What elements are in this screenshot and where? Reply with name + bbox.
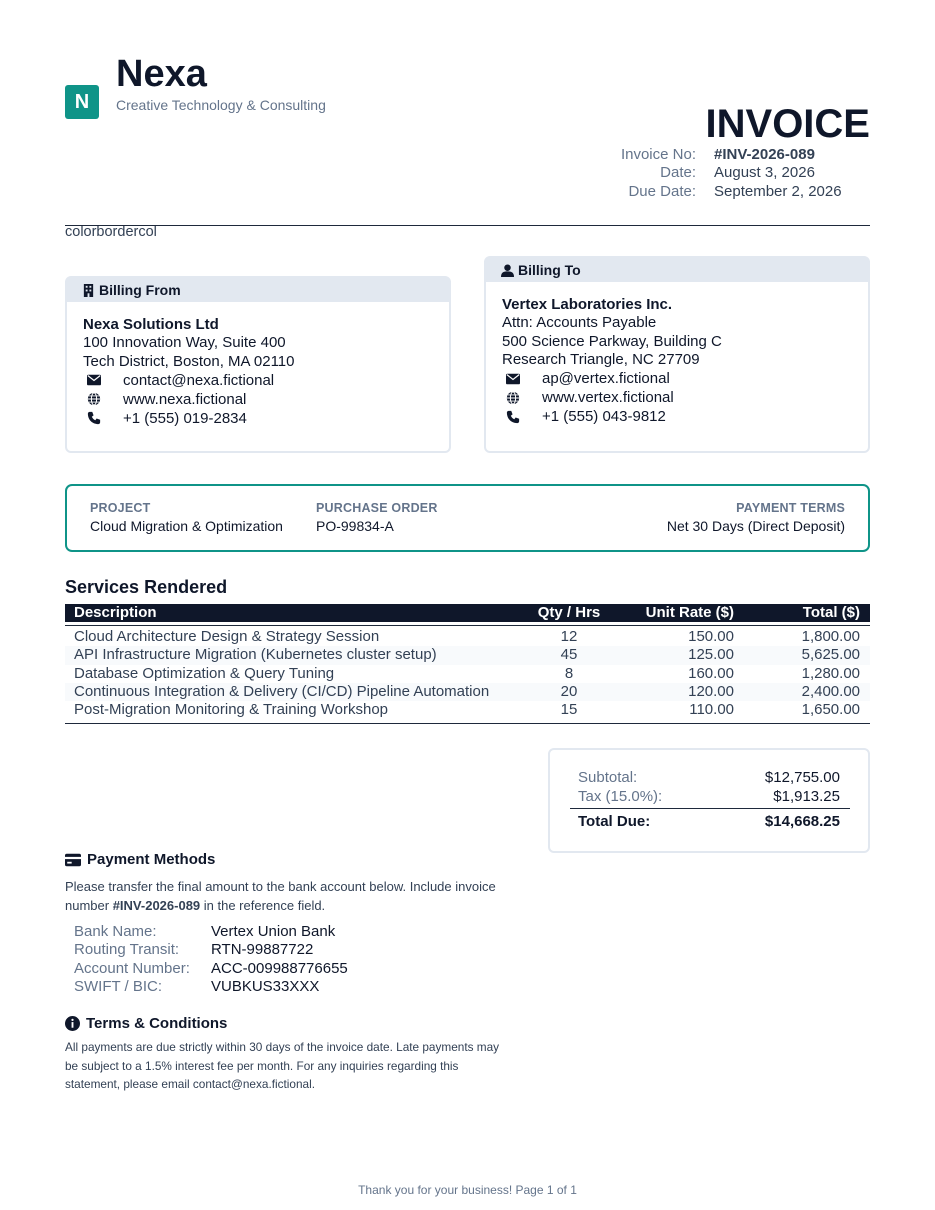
invoice-meta xyxy=(560,146,870,201)
terms-text: All payments are due strictly within 30 days of the invoice date. Late payments may be subject to a 1.5% interest fee per month. For any inquiries regarding this statement, please email contact@nexa.fictional. xyxy=(65,1040,500,1091)
subtotal-row xyxy=(578,769,840,786)
bank-label: Routing Transit: xyxy=(74,941,180,959)
row-rate: 120.00 xyxy=(688,682,734,700)
row-rate: 150.00 xyxy=(688,628,734,645)
payment-note-reference: #INV-2026-089 xyxy=(112,897,201,913)
row-qty: 8 xyxy=(564,664,574,682)
to-phone-row xyxy=(502,407,868,426)
project-summary xyxy=(65,484,870,552)
to-website[interactable]: www.vertex.fictional xyxy=(542,389,674,407)
table-row xyxy=(65,683,870,701)
bank-value: VUBKUS33XXX xyxy=(211,977,320,995)
table-header xyxy=(65,604,870,622)
payment-note-tail: in the reference field. xyxy=(200,897,326,913)
logo-mark: N xyxy=(65,85,99,119)
table-row xyxy=(65,701,870,719)
payment-terms-value: Net 30 Days (Direct Deposit) xyxy=(666,518,845,534)
row-rate: 110.00 xyxy=(689,701,734,719)
bank-details xyxy=(74,923,348,996)
to-address-line2: Research Triangle, NC 27709 xyxy=(502,350,700,368)
row-total: 1,650.00 xyxy=(801,701,860,719)
bank-row xyxy=(74,923,348,941)
meta-value: August 3, 2026 xyxy=(714,164,815,182)
bank-row xyxy=(74,941,348,959)
to-attn: Attn: Accounts Payable xyxy=(502,314,657,332)
payment-terms-label: PAYMENT TERMS xyxy=(736,501,845,515)
billing-to-card xyxy=(484,256,870,453)
bank-row xyxy=(74,960,348,978)
from-email[interactable]: contact@nexa.fictional xyxy=(123,371,275,389)
table-row xyxy=(65,646,870,664)
to-email[interactable]: ap@vertex.fictional xyxy=(542,370,670,388)
table-row xyxy=(65,665,870,683)
bank-value: ACC-009988776655 xyxy=(211,959,348,977)
meta-label: Invoice No: xyxy=(620,146,696,163)
bank-value: Vertex Union Bank xyxy=(211,923,336,940)
invoice-title: INVOICE xyxy=(705,102,870,146)
meta-label: Due Date: xyxy=(628,182,696,200)
meta-due-date xyxy=(560,183,870,201)
row-description: Post-Migration Monitoring & Training Workshop xyxy=(74,701,389,719)
billing-from-header xyxy=(67,278,449,302)
row-description: API Infrastructure Migration (Kubernetes cluster setup) xyxy=(74,646,437,664)
row-total: 1,280.00 xyxy=(801,664,860,682)
purchase-order-field xyxy=(316,501,438,534)
col-total: Total ($) xyxy=(802,604,860,621)
row-description: Continuous Integration & Delivery (CI/CD) Pipeline Automation xyxy=(74,682,490,700)
from-website-row xyxy=(83,390,449,409)
stray-text: colorbordercol xyxy=(65,224,157,240)
table-header-rule xyxy=(65,625,870,626)
company-name: Nexa xyxy=(116,53,207,95)
table-bottom-rule xyxy=(65,723,870,724)
to-website-row xyxy=(502,388,868,407)
col-qty: Qty / Hrs xyxy=(537,604,601,621)
meta-label: Date: xyxy=(660,164,696,182)
page-footer: Thank you for your business! Page 1 of 1 xyxy=(358,1183,577,1197)
bank-value: RTN-99887722 xyxy=(211,941,314,959)
row-description: Database Optimization & Query Tuning xyxy=(74,664,335,682)
purchase-order-value: PO-99834-A xyxy=(316,518,394,534)
row-qty: 45 xyxy=(560,646,578,664)
globe-icon xyxy=(87,392,101,406)
tax-value: $1,913.25 xyxy=(773,788,840,805)
billing-to-heading: Billing To xyxy=(518,262,581,278)
bank-label: SWIFT / BIC: xyxy=(74,977,163,995)
billing-from-heading: Billing From xyxy=(99,282,181,298)
envelope-icon xyxy=(87,373,101,387)
meta-value: September 2, 2026 xyxy=(714,182,842,200)
bank-label: Account Number: xyxy=(74,959,190,977)
col-unit-rate: Unit Rate ($) xyxy=(645,604,734,621)
totals-divider xyxy=(570,808,850,809)
to-address-line1: 500 Science Parkway, Building C xyxy=(502,332,722,350)
from-phone: +1 (555) 019-2834 xyxy=(123,409,247,427)
meta-date xyxy=(560,164,870,182)
from-website[interactable]: www.nexa.fictional xyxy=(123,390,247,408)
total-due-row xyxy=(578,813,840,830)
payment-methods-title: Payment Methods xyxy=(87,851,216,868)
row-qty: 12 xyxy=(560,628,578,645)
total-due-label: Total Due: xyxy=(578,813,651,830)
payment-note-text: Please transfer the final amount to the bank account below. Include invoice number xyxy=(65,879,496,913)
payment-methods-heading xyxy=(65,851,215,868)
row-description: Cloud Architecture Design & Strategy Session xyxy=(74,628,380,645)
row-total: 2,400.00 xyxy=(801,682,860,700)
envelope-icon xyxy=(506,372,520,386)
tax-label: Tax (15.0%): xyxy=(578,788,663,805)
project-label: PROJECT xyxy=(90,501,151,515)
terms-heading xyxy=(65,1015,227,1032)
from-address-line1: 100 Innovation Way, Suite 400 xyxy=(83,334,286,352)
row-rate: 160.00 xyxy=(688,664,734,682)
subtotal-label: Subtotal: xyxy=(578,769,638,786)
totals-box xyxy=(548,748,870,853)
globe-icon xyxy=(506,391,520,405)
total-due-value: $14,668.25 xyxy=(764,813,840,830)
building-icon xyxy=(82,284,95,297)
subtotal-value: $12,755.00 xyxy=(764,769,840,786)
from-email-row xyxy=(83,371,449,390)
row-qty: 20 xyxy=(560,682,578,700)
payment-note xyxy=(65,878,515,915)
table-row xyxy=(65,628,870,646)
from-company-name: Nexa Solutions Ltd xyxy=(83,316,219,333)
tax-row xyxy=(578,788,840,805)
phone-icon xyxy=(506,410,520,424)
services-title: Services Rendered xyxy=(65,577,228,597)
user-icon xyxy=(501,264,514,277)
payment-terms-field xyxy=(667,501,845,534)
billing-from-card xyxy=(65,276,451,453)
header-divider xyxy=(65,225,870,226)
project-field xyxy=(90,501,283,534)
to-email-row xyxy=(502,369,868,388)
credit-card-icon xyxy=(65,853,81,867)
company-tagline: Creative Technology & Consulting xyxy=(116,97,326,113)
project-value: Cloud Migration & Optimization xyxy=(90,518,283,534)
row-qty: 15 xyxy=(560,701,578,719)
bank-row xyxy=(74,978,348,996)
to-company-name: Vertex Laboratories Inc. xyxy=(502,296,673,313)
row-total: 1,800.00 xyxy=(801,628,860,645)
bank-label: Bank Name: xyxy=(74,923,157,940)
from-address-line2: Tech District, Boston, MA 02110 xyxy=(83,352,295,370)
row-total: 5,625.00 xyxy=(801,646,860,664)
to-phone: +1 (555) 043-9812 xyxy=(542,408,666,426)
meta-value: #INV-2026-089 xyxy=(714,146,815,163)
billing-to-header xyxy=(486,258,868,282)
purchase-order-label: PURCHASE ORDER xyxy=(316,501,438,515)
from-phone-row xyxy=(83,409,449,428)
phone-icon xyxy=(87,411,101,425)
row-rate: 125.00 xyxy=(688,646,734,664)
info-circle-icon xyxy=(65,1016,80,1031)
meta-invoice-no xyxy=(560,146,870,164)
col-description: Description xyxy=(74,604,157,621)
terms-title: Terms & Conditions xyxy=(86,1015,228,1032)
